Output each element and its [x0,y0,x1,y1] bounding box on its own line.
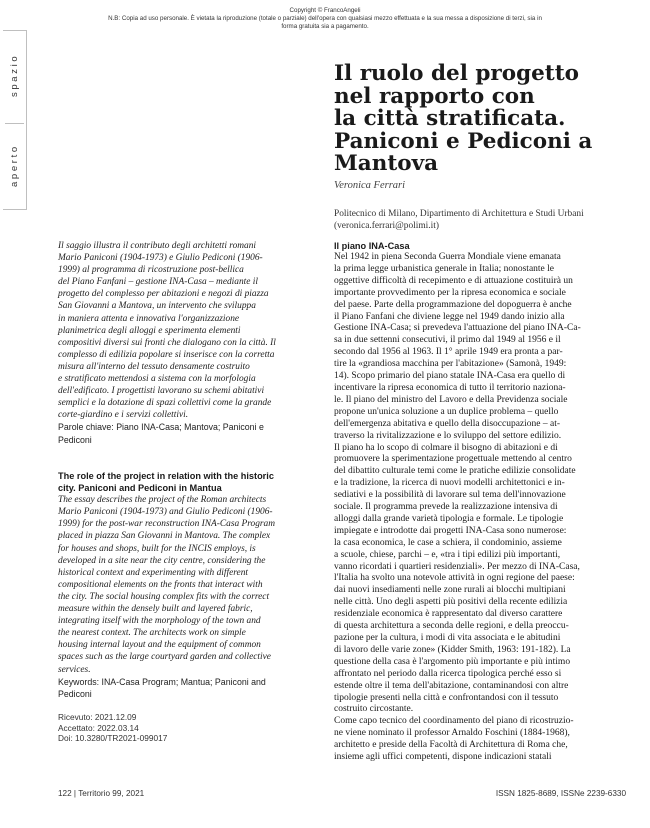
affiliation-institution: Politecnico di Milano, Dipartimento di Architettura e Studi Urbani [334,209,584,219]
abstract-english-title: The role of the project in relation with the historic [58,471,274,481]
section-tab-divider [5,123,24,124]
copyright-line: Copyright © FrancoAngeli [289,7,361,14]
doi-link[interactable]: Doi: 10.3280/TR2021-099017 [58,733,168,743]
article-dates [58,712,167,744]
section-tab-word-2: a p e r t o [9,146,20,188]
section-tab-word-1: s p a z i o [9,56,20,98]
author-affiliation [334,208,624,232]
keywords-italian: Parole chiave: Piano INA-Casa; Mantova; Paniconi e [58,422,264,433]
section-tab [3,30,27,210]
accepted-date: Accettato: 2022.03.14 [58,722,139,733]
author-email: (veronica.ferrari@polimi.it) [334,221,439,231]
article-body: Il piano INA-Casa Nel 1942 in piena Seconda Guerra Mondiale viene emanata la prima legge urbanistica generale in Italia; nonostante le oggettive difficoltà di recepimento e di attuazione costituirà un importante provvedimento per la ripresa economica e sociale del paese. Parte della programmazione del dopoguerra è anche il Piano Fanfani che diviene legge nel 1949 dando inizio alla Gestione INA-Casa; si prevedeva l'attuazione del piano INA-Ca- sa in due settenni consecutivi, il primo dal 1949 al 1956 e il secondo dal 1956 al 1963. Il 1° aprile 1949 era pronta a par- tire la «grandiosa macchina per l'abitazione» (Samonà, 1949: 14). Scopo primario del piano statale INA-Casa era quello di incentivare la ripresa economica di tutto il territorio naziona- le. Il piano del ministro del Lavoro e della Previdenza sociale propone un'unica soluzione a un duplice problema – quello dell'emergenza abitativa e quello della disoccupazione – at- traverso la rivitalizzazione e lo sviluppo del settore edilizio. Il piano ha lo scopo di colmare il bisogno di abitazioni e di promuovere la sperimentazione progettuale mettendo al centro del dibattito culturale temi come le pratiche edilizie consolidate e la tradizione, la ricerca di nuovi modelli architettonici e in- sediativi e la possibilità di lavorare sul tema dell'innovazione sociale. Il programma prevede la realizzazione intensiva di alloggi dalla grande varietà tipologia e formale. Le tipologie impiegate e introdotte dai progetti INA-Casa sono numerose: la casa economica, le case a schiera, il condominio, assieme a scuole, chiese, parchi – e, «tra i tipi edilizi più importanti, vanno ricordati i quartieri residenziali». Per mezzo di INA-Casa, l'Italia ha svolto una notevole attività in ogni regione del paese: dai nuovi insediamenti nelle zone rurali ai blocchi multipiani nelle città. Uno degli aspetti più positivi della recente edilizia residenziale economica è rappresentato dal diverso carattere di questa architettura a seconda delle regioni, e della preoccu- pazione per la cultura, i modi di vita associata e le abitudini di lavoro delle varie zone» (Kidder Smith, 1963: 191-182). La questione della casa è l'argomento più importante e più intimo affrontato nel periodo dalla ricerca tipologica perché esso si estende oltre il tema dell'abitazione, contaminandosi con altre tipologie presenti nella città e confrontandosi con il tessuto costruito circostante. Come capo tecnico del coordinamento del piano di ricostruzio- ne viene nominato il professor Arnaldo Foschini (1884-1968), architetto e preside della Facoltà di Architettura di Roma che, insieme agli uffici competenti, dispone indicazioni statali [334,240,626,764]
section-heading: Il piano INA-Casa [334,241,410,251]
copyright-notice-text: N.B: Copia ad uso personale. È vietata la riproduzione (totale o parziale) dell'opera con qualsiasi mezzo effettuata e la sua messa a disposizione di terzi, sia in forma gratuita sia a pagamento. [108,15,542,30]
article-author: Veronica Ferrari [334,180,406,191]
keywords-english: Keywords: INA-Casa Program; Mantua; Paniconi and [58,676,266,687]
received-date: Ricevuto: 2021.12.09 [58,712,137,722]
page-footer-issn: ISSN 1825-8689, ISSNe 2239-6330 [495,789,626,798]
abstract-english: The role of the project in relation with the historic city. Paniconi and Pediconi in Mantua The essay describes the project of the Roman architects Mario Paniconi (1904-1973) and Giulio Pediconi (1906- 1999) for the post-war reconstruction INA-Casa Program placed in piazza San Giovanni in Mantova. The complex for houses and shops, built for the INCIS employs, is developed in a site near the city centre, considering the historical context and experimenting with different compositional elements on the fronts that interact with the city. The social housing complex fits with the correct measure within the densely built and layered fabric, integrating itself with the morphology of the town and the nearest context. The architects work on simple housing internal layout and the equipment of common spaces such as the large courtyard garden and collective services. Keywords: INA-Casa Program; Mantua; Paniconi and Pediconi [58,470,315,700]
page-footer-left: 122 | Territorio 99, 2021 [58,789,145,798]
abstract-italian: Il saggio illustra il contributo degli architetti romani Mario Paniconi (1904-1973) e Giulio Pediconi (1906- 1999) al programma di ricostruzione post-bellica del Piano Fanfani – gestione INA-Casa – mediante il progetto del complesso per abitazioni e negozi di piazza San Giovanni a Mantova, un intervento che sviluppa in maniera attenta e innovativa l'organizzazione planimetrica degli alloggi e sperimenta elementi compositivi diversi sui fronti che dialogano con la città. Il complesso di edilizia popolare si inserisce con la corretta misura all'interno del tessuto densamente costruito e stratificato mettendosi a sistema con la morfologia dell'edificato. I progettisti lavorano su schemi abitativi semplici e la dotazione di spazi collettivi come la grande corte-giardino e i servizi collettivi. Parole chiave: Piano INA-Casa; Mantova; Paniconi e Pediconi [58,240,315,446]
copyright-notice [0,7,650,31]
article-title: Il ruolo del progetto nel rapporto con la città stratificata. Paniconi e Pediconi a Mantova [334,61,593,176]
